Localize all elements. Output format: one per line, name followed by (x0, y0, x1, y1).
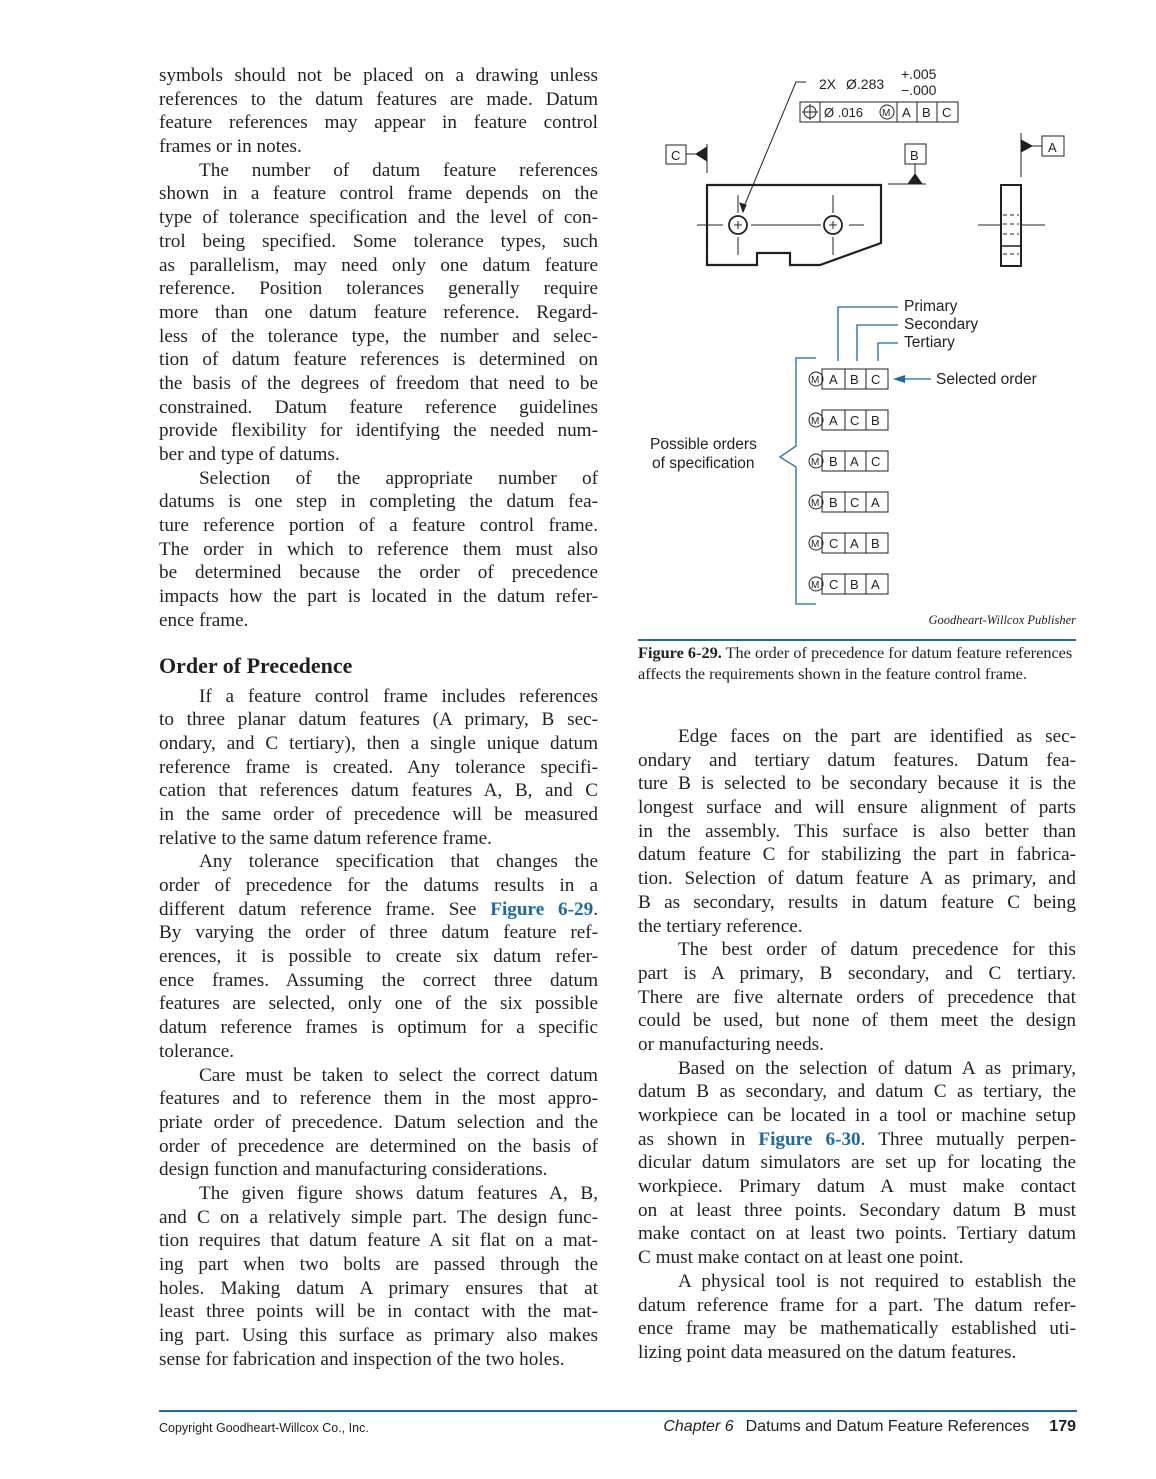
text-line: workpiece. Primary datum A must make contact (638, 1176, 1076, 1198)
paragraph-changing-order (159, 850, 598, 1063)
datum-letter: C (829, 536, 839, 551)
text-line: datum B as secondary, and datum C as tertiary, the (638, 1081, 1076, 1103)
text-line: erences, it is possible to create six datum refer- (159, 946, 598, 968)
text-fragment: different datum reference frame. See (159, 898, 491, 920)
tolerance-minus: −.000 (901, 82, 937, 98)
figure-6-29-link[interactable]: Figure 6-29 (490, 898, 594, 920)
text-line: ing part when two bolts are passed through the (159, 1254, 598, 1275)
paragraph-based-on-selection (638, 1057, 1076, 1270)
order-row (809, 533, 888, 553)
text-line: make contact on at least two points. Tertiary datum (638, 1223, 1076, 1245)
text-line: B as secondary, results in datum feature C being (638, 891, 1076, 913)
text-line: constrained. Datum feature reference guidelines (159, 396, 598, 418)
text-line: relative to the same datum reference frame. (159, 827, 492, 849)
copyright-notice: Copyright Goodheart-Willcox Co., Inc. (159, 1421, 369, 1435)
datum-letter: A (829, 372, 838, 387)
text-line: to three planar datum features (A primary, B sec- (159, 709, 598, 731)
datum-letter: A (829, 413, 838, 428)
section-heading: Order of Precedence (159, 652, 353, 678)
left-column (159, 64, 598, 1371)
caption-text: The order of precedence for datum feature references affects the requirements shown in the feature control frame. (638, 643, 1073, 683)
order-row (809, 451, 888, 471)
text-line: If a feature control frame includes references (199, 685, 598, 707)
fcf-datum-3: C (942, 105, 952, 120)
modifier-label: M (811, 375, 820, 386)
figure-credit: Goodheart-Willcox Publisher (928, 613, 1076, 627)
running-footer (663, 1418, 1076, 1436)
paragraph-selection (159, 467, 598, 633)
text-line: datum feature C for stabilizing the part in fabrica- (638, 844, 1076, 866)
hole-count: 2X (819, 76, 837, 92)
figure-caption (638, 643, 1076, 684)
footer-divider (159, 1410, 1077, 1412)
text-line: Based on the selection of datum A as primary, (678, 1057, 1076, 1079)
text-line: There are five alternate orders of precedence that (638, 986, 1076, 1008)
datum-letter: C (871, 372, 881, 387)
tolerance-plus: +.005 (901, 66, 937, 82)
text-line: in the assembly. This surface is also better than (638, 820, 1076, 842)
figure-6-29 (638, 56, 1078, 616)
text-line: feature references may appear in feature control (159, 112, 598, 134)
datum-letter: B (871, 413, 880, 428)
label-tertiary: Tertiary (904, 334, 955, 351)
text-line: The best order of datum precedence for this (678, 939, 1076, 961)
text-line: The given figure shows datum features A, B, (199, 1182, 598, 1204)
text-line: could be used, but none of them meet the design (638, 1010, 1076, 1032)
text-line: frames or in notes. (159, 136, 302, 158)
text-line: datums is one step in completing the datum fea- (159, 491, 598, 513)
datum-b-label: B (910, 148, 919, 163)
datum-letter: A (871, 577, 880, 592)
datum-letter: B (829, 454, 838, 469)
text-line: The order in which to reference them must also (159, 538, 598, 560)
text-line (159, 898, 598, 922)
text-line: datum reference frames is optimum for a specific (159, 1017, 598, 1039)
text-line: tion requires that datum feature A sit flat on a mat- (159, 1230, 598, 1252)
text-line: Edge faces on the part are identified as sec- (678, 726, 1076, 747)
text-line: or manufacturing needs. (638, 1033, 824, 1055)
text-line: ber and type of datums. (159, 444, 340, 465)
paragraph-three-planar (159, 685, 598, 851)
order-row (809, 410, 888, 430)
paragraph-care (159, 1064, 598, 1182)
fcf-modifier: M (882, 108, 891, 119)
paragraph-intro (159, 64, 598, 159)
text-line: ondary, and C tertiary), then a single unique datum (159, 732, 598, 754)
text-line: shown in a feature control frame depends on the (159, 183, 598, 205)
label-selected-order: Selected order (936, 371, 1037, 388)
text-line: lizing point data measured on the datum features. (638, 1341, 1017, 1363)
datum-letter: B (829, 495, 838, 510)
leader-line (743, 82, 806, 209)
text-line: the tertiary reference. (638, 915, 803, 937)
text-line: ture reference portion of a feature control frame. (159, 515, 598, 537)
chapter-title: Datums and Datum Feature References (745, 1418, 1030, 1435)
text-line: ence frames. Assuming the correct three datum (159, 969, 598, 991)
text-line: less of the tolerance type, the number and selec- (159, 325, 598, 347)
text-line: tion of datum feature references is determined on (159, 349, 598, 371)
label-possible-orders-1: Possible orders (650, 436, 757, 453)
text-line: The number of datum feature references (199, 159, 598, 181)
label-secondary: Secondary (904, 316, 979, 333)
text-line: sense for fabrication and inspection of the two holes. (159, 1348, 565, 1370)
datum-letter: A (850, 536, 859, 551)
text-line: tolerance. (159, 1040, 235, 1062)
text-line: part is A primary, B secondary, and C tertiary. (638, 962, 1076, 984)
text-line: least three points will be in contact with the mat- (159, 1301, 598, 1323)
label-possible-orders-2: of specification (652, 455, 755, 472)
paragraph-edge-faces (638, 725, 1076, 938)
paragraph-number-of-references (159, 159, 598, 467)
text-line: in the same order of precedence will be measured (159, 803, 598, 825)
order-row (809, 574, 888, 594)
datum-c-label: C (671, 148, 681, 163)
datum-letter: B (871, 536, 880, 551)
text-line: tion. Selection of datum feature A as primary, and (638, 868, 1076, 890)
datum-letter: C (850, 495, 860, 510)
datum-letter: C (850, 413, 860, 428)
text-line: datum reference frame for a part. The datum refer- (638, 1294, 1076, 1316)
text-line: order of precedence are determined on the basis of (159, 1135, 598, 1157)
paragraph-physical-tool (638, 1270, 1076, 1365)
text-line: more than one datum feature reference. Regard- (159, 301, 598, 323)
datum-letter: B (850, 372, 859, 387)
text-line: trol being specified. Some tolerance types, such (159, 230, 598, 252)
text-line: Any tolerance specification that changes the (199, 851, 598, 873)
text-line: ture B is selected to be secondary because it is the (638, 773, 1076, 795)
text-fragment: as shown in (638, 1128, 759, 1150)
order-row (809, 369, 888, 389)
caption-divider (638, 639, 1076, 641)
text-line: longest surface and will ensure alignment of parts (638, 797, 1076, 819)
datum-a-label: A (1048, 140, 1057, 155)
text-line: design function and manufacturing considerations. (159, 1159, 548, 1181)
text-line: Care must be taken to select the correct datum (199, 1064, 598, 1086)
datum-letter: B (850, 577, 859, 592)
label-primary: Primary (904, 298, 958, 315)
datum-letter: A (871, 495, 880, 510)
text-line: features are selected, only one of the six possible (159, 993, 598, 1015)
text-line: order of precedence for the datums results in a (159, 875, 598, 896)
text-fragment: . (593, 898, 598, 920)
order-row (809, 492, 888, 512)
hole-diameter: Ø.283 (846, 76, 885, 92)
page-number: 179 (1049, 1418, 1076, 1435)
text-line: A physical tool is not required to establish the (678, 1270, 1076, 1292)
fcf-datum-1: A (902, 105, 911, 120)
modifier-label: M (811, 416, 820, 427)
text-line: C must make contact on at least one point. (638, 1247, 964, 1269)
text-line: provide flexibility for identifying the needed num- (159, 420, 598, 442)
modifier-label: M (811, 498, 820, 509)
possible-orders-bracket (780, 358, 816, 604)
paragraph-best-order (638, 938, 1076, 1056)
modifier-label: M (811, 457, 820, 468)
text-line: Selection of the appropriate number of (199, 467, 598, 489)
modifier-label: M (811, 539, 820, 550)
right-column (638, 725, 1076, 1365)
text-line: workpiece can be located in a tool or machine setup (638, 1105, 1076, 1126)
caption-label: Figure 6-29. (638, 643, 722, 662)
text-line: reference frame is created. Any tolerance specifi- (159, 756, 598, 778)
chapter-label: Chapter 6 (663, 1418, 734, 1435)
text-line: holes. Making datum A primary ensures that at (159, 1277, 598, 1299)
text-fragment: . Three mutually perpen- (860, 1128, 1076, 1150)
selected-arrow-icon (893, 375, 905, 383)
paragraph-given-figure (159, 1182, 598, 1372)
figure-6-30-link[interactable]: Figure 6-30 (758, 1128, 861, 1150)
text-line: ondary and tertiary datum features. Datum fea- (638, 749, 1076, 771)
datum-letter: A (850, 454, 859, 469)
text-line: reference. Position tolerances generally require (159, 278, 598, 300)
fcf-tolerance: Ø .016 (824, 105, 864, 120)
datum-letter: C (871, 454, 881, 469)
datum-letter: C (829, 577, 839, 592)
text-line: By varying the order of three datum feature ref- (159, 922, 598, 944)
text-line: cation that references datum features A, B, and C (159, 780, 598, 802)
text-line: priate order of precedence. Datum selection and the (159, 1111, 598, 1133)
text-line: be determined because the order of precedence (159, 562, 598, 584)
text-line: impacts how the part is located in the datum refer- (159, 586, 598, 608)
text-line: the basis of the degrees of freedom that need to be (159, 372, 598, 394)
text-line: ing part. Using this surface as primary also makes (159, 1325, 598, 1347)
text-line: type of tolerance specification and the level of con- (159, 207, 598, 229)
text-line: ence frame may be mathematically established uti- (638, 1318, 1076, 1340)
text-line: references to the datum features are made. Datum (159, 88, 598, 110)
text-line: ence frame. (159, 609, 249, 631)
text-line: dicular datum simulators are set up for locating the (638, 1152, 1076, 1174)
text-line: features and to reference them in the most appro- (159, 1088, 598, 1110)
text-line: as parallelism, may need only one datum feature (159, 254, 598, 276)
text-line (638, 1128, 1076, 1152)
text-line: and C on a relatively simple part. The design func- (159, 1206, 598, 1228)
text-line: on at least three points. Secondary datum B must (638, 1199, 1076, 1221)
modifier-label: M (811, 580, 820, 591)
text-line: symbols should not be placed on a drawing unless (159, 65, 598, 86)
fcf-datum-2: B (922, 105, 931, 120)
